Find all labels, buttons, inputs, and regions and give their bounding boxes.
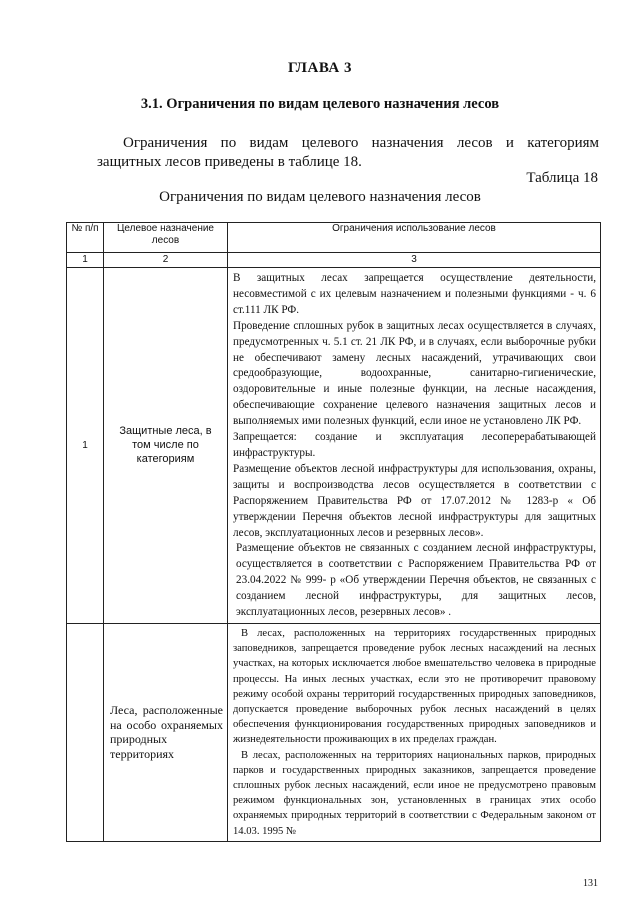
table-row [67,268,601,624]
restrictions-table [66,222,601,842]
row-category-cell: Леса, расположенные на особо охраняемых природных территориях [104,623,228,841]
restriction-paragraph: В лесах, расположенных на территориях государственных природных заповедников, запрещается проведение рубок лесных насаждений на лесных участках, на которых исключается любое вмешательство человека в природные процессы. На иных лесных участках, если это не противоречит правовому режиму особой охраны территорий государственных природных заповедников, допускается проведение выборочных рубок лесных насаждений в целях обеспечения функционирования государственных природных заповедников и жизнедеятельности проживающих в их пределах граждан. [233,627,596,746]
header-cell-purpose: Целевое назначение лесов [104,223,228,253]
header-cell-number: № п/п [67,223,104,253]
restriction-paragraph: Запрещается: создание и эксплуатация лесоперерабатывающей инфраструктуры. [233,431,596,459]
column-number-cell: 2 [104,253,228,268]
restriction-paragraph: Размещение объектов не связанных с созданием лесной инфраструктуры, осуществляется в соответствии с Распоряжением Правительства РФ от 23.04.2022 № 999- р «Об утверждении Перечня объектов, не связанных с созданием лесной инфраструктуры, для защитных лесов, эксплуатационных лесов, резервных лесов» . [236,542,596,619]
row-number-cell [67,623,104,841]
table-row [67,623,601,841]
restriction-paragraph: В защитных лесах запрещается осуществление деятельности, несовместимой с их целевым назначением и полезными функциями - ч. 6 ст.111 ЛК РФ. [233,272,596,316]
table-header-row [67,223,601,253]
section-heading: 3.1. Ограничения по видам целевого назначения лесов [140,96,500,112]
table-column-numbers-row [67,253,601,268]
intro-paragraph [97,134,599,172]
header-cell-restrictions: Ограничения использование лесов [228,223,601,253]
row-category-cell: Защитные леса, в том числе по категориям [104,268,228,624]
chapter-heading: ГЛАВА 3 [288,60,352,76]
row-restrictions-cell [228,268,601,624]
row-restrictions-cell [228,623,601,841]
intro-text: Ограничения по видам целевого назначения лесов и категориям защитных лесов приведены в таблице 18. [97,135,599,170]
restriction-paragraph: Размещение объектов лесной инфраструктуры для использования, охраны, защиты и воспроизводства лесов осуществляется в соответствии с Распоряжением Правительства РФ от 17.07.2012 № 1283-р « Об утверждении Перечня объектов лесной инфраструктуры для защитных лесов, эксплуатационных лесов и резервных лесов». [233,462,596,539]
column-number-cell: 1 [67,253,104,268]
restriction-paragraph: Проведение сплошных рубок в защитных лесах осуществляется в случаях, предусмотренных ч. 5.1 ст. 21 ЛК РФ, и в случаях, если выборочные рубки не обеспечивают замену лесных насаждений, утрачивающих свои средообразующие, водоохранные, санитарно-гигиенические, оздоровительные и иные полезные функции, на лесные насаждения, обеспечивающие сохранение целевого назначения защитных лесов и выполняемых ими полезных функций, если иное не установлено ЛК РФ. [233,319,596,428]
restriction-paragraph: В лесах, расположенных на территориях национальных парков, природных парков и государственных природных заказников, запрещается проведение сплошных рубок лесных насаждений, если иное не предусмотрено правовым режимом функциональных зон, установленных в границах этих особо охраняемых природных территорий в соответствии с Федеральным законом от 14.03. 1995 № [233,749,596,837]
page-number: 131 [583,878,598,889]
table-title: Ограничения по видам целевого назначения лесов [159,189,481,205]
column-number-cell: 3 [228,253,601,268]
row-number-cell: 1 [67,268,104,624]
table-label: Таблица 18 [526,170,598,186]
